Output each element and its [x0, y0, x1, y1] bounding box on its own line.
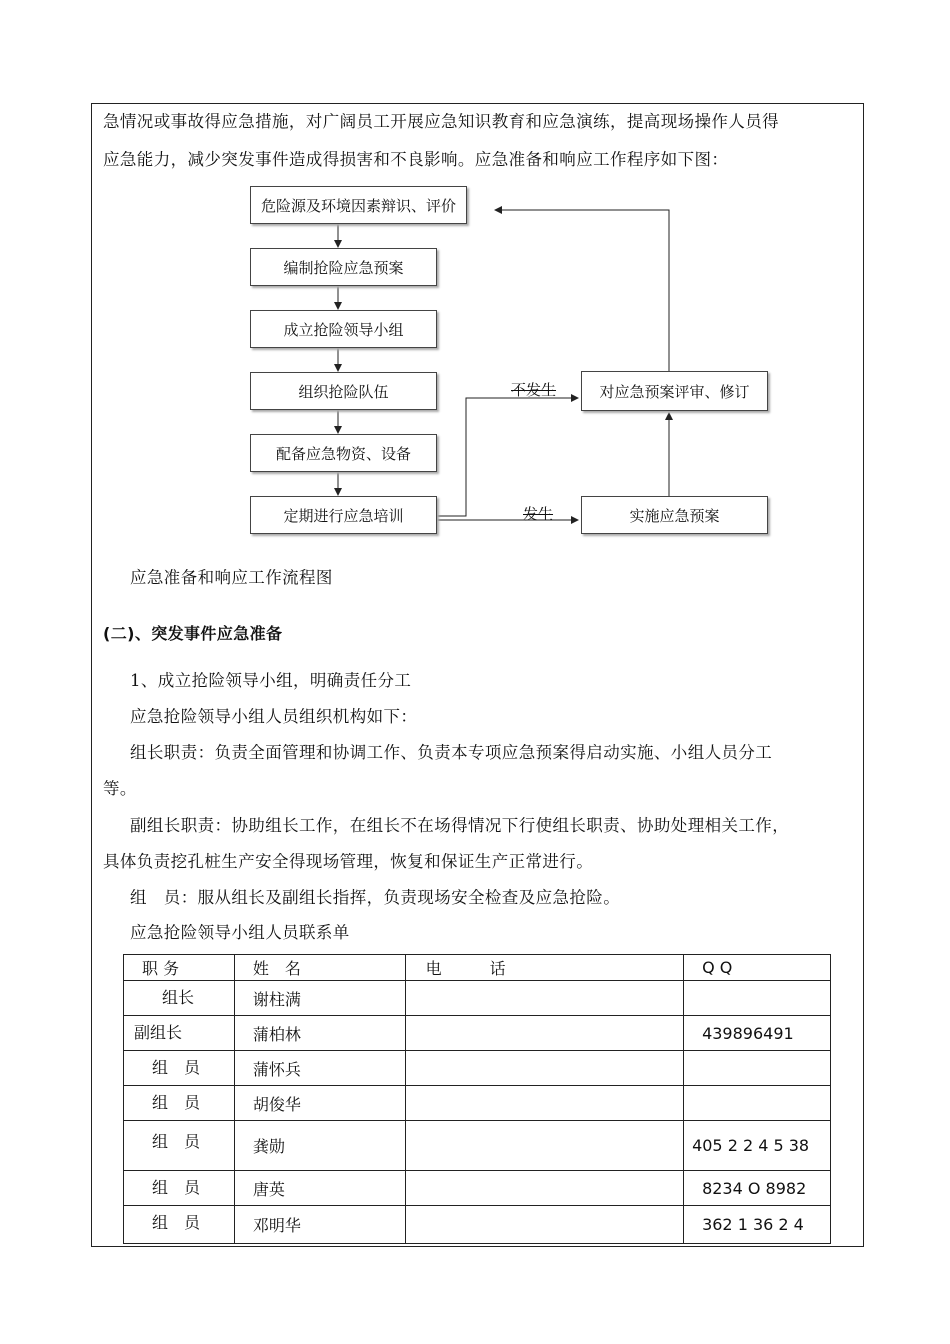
cell-name: 唐英 — [234, 1171, 405, 1206]
contact-list-title: 应急抢险领导小组人员联系单 — [130, 923, 350, 942]
label-occur: 发生 — [523, 505, 554, 523]
flow-step-rescue-team: 组织抢险队伍 — [250, 372, 437, 410]
cell-name: 胡俊华 — [234, 1086, 405, 1121]
cell-role: 副组长 — [124, 1016, 235, 1051]
cell-role: 组长 — [124, 981, 235, 1016]
cell-name: 龚勋 — [234, 1121, 405, 1171]
arrow-review-step1 — [495, 210, 669, 371]
table-row — [124, 981, 831, 1016]
table-row — [124, 1051, 831, 1086]
flow-step-supplies: 配备应急物资、设备 — [250, 434, 437, 472]
leader-duty-line-1: 组长职责：负责全面管理和协调工作、负责本专项应急预案得启动实施、小组人员分工 — [130, 743, 773, 762]
table-header-row — [124, 955, 831, 981]
cell-phone — [405, 1206, 684, 1244]
flow-step-training: 定期进行应急培训 — [250, 496, 437, 534]
cell-phone — [405, 1121, 684, 1171]
cell-role: 组 员 — [124, 1051, 235, 1086]
cell-qq — [684, 1086, 831, 1121]
cell-qq: 405 2 2 4 5 38 — [684, 1121, 831, 1171]
cell-qq: 8234 O 8982 — [684, 1171, 831, 1206]
contacts-table — [123, 954, 831, 1244]
table-row — [124, 1121, 831, 1171]
org-intro: 应急抢险领导小组人员组织机构如下： — [130, 707, 418, 726]
cell-role: 组 员 — [124, 1086, 235, 1121]
flow-step-compile-plan: 编制抢险应急预案 — [250, 248, 437, 286]
table-row — [124, 1171, 831, 1206]
cell-qq: 362 1 36 2 4 — [684, 1206, 831, 1244]
intro-line-1: 急情况或事故得应急措施，对广阔员工开展应急知识教育和应急演练，提高现场操作人员得 — [103, 112, 779, 131]
cell-name: 蒲怀兵 — [234, 1051, 405, 1086]
cell-phone — [405, 981, 684, 1016]
cell-qq: 439896491 — [684, 1016, 831, 1051]
table-row — [124, 1086, 831, 1121]
cell-phone — [405, 1171, 684, 1206]
cell-qq — [684, 981, 831, 1016]
label-not-occur: 不发生 — [511, 381, 557, 399]
flowchart-connectors — [0, 0, 950, 600]
flow-box-review: 对应急预案评审、修订 — [581, 371, 768, 411]
flow-box-implement: 实施应急预案 — [581, 496, 768, 534]
cell-role: 组 员 — [124, 1206, 235, 1244]
cell-role: 组 员 — [124, 1171, 235, 1206]
cell-phone — [405, 1016, 684, 1051]
header-role: 职 务 — [124, 955, 235, 981]
header-phone: 电 话 — [405, 955, 684, 981]
table-row — [124, 1016, 831, 1051]
cell-name: 谢柱满 — [234, 981, 405, 1016]
intro-line-2: 应急能力，减少突发事件造成得损害和不良影响。应急准备和响应工作程序如下图： — [103, 150, 729, 169]
cell-phone — [405, 1086, 684, 1121]
cell-role: 组 员 — [124, 1121, 235, 1171]
section-heading: (二)、突发事件应急准备 — [103, 624, 283, 643]
cell-qq — [684, 1051, 831, 1086]
cell-phone — [405, 1051, 684, 1086]
cell-name: 邓明华 — [234, 1206, 405, 1244]
header-qq: Q Q — [684, 955, 831, 981]
deputy-duty-line-2: 具体负责挖孔桩生产安全得现场管理，恢复和保证生产正常进行。 — [103, 852, 594, 871]
item-1: 1、成立抢险领导小组，明确责任分工 — [130, 671, 412, 690]
leader-duty-line-2: 等。 — [103, 779, 137, 798]
deputy-duty-line-1: 副组长职责：协助组长工作，在组长不在场得情况下行使组长职责、协助处理相关工作， — [130, 816, 790, 835]
flowchart-caption: 应急准备和响应工作流程图 — [130, 568, 333, 587]
member-duty: 组 员：服从组长及副组长指挥，负责现场安全检查及应急抢险。 — [130, 888, 621, 907]
header-name: 姓 名 — [234, 955, 405, 981]
flow-step-hazard-identification: 危险源及环境因素辩识、评价 — [250, 186, 467, 224]
flow-step-leadership-group: 成立抢险领导小组 — [250, 310, 437, 348]
cell-name: 蒲柏林 — [234, 1016, 405, 1051]
arrow-not-occur — [437, 398, 578, 516]
table-row — [124, 1206, 831, 1244]
